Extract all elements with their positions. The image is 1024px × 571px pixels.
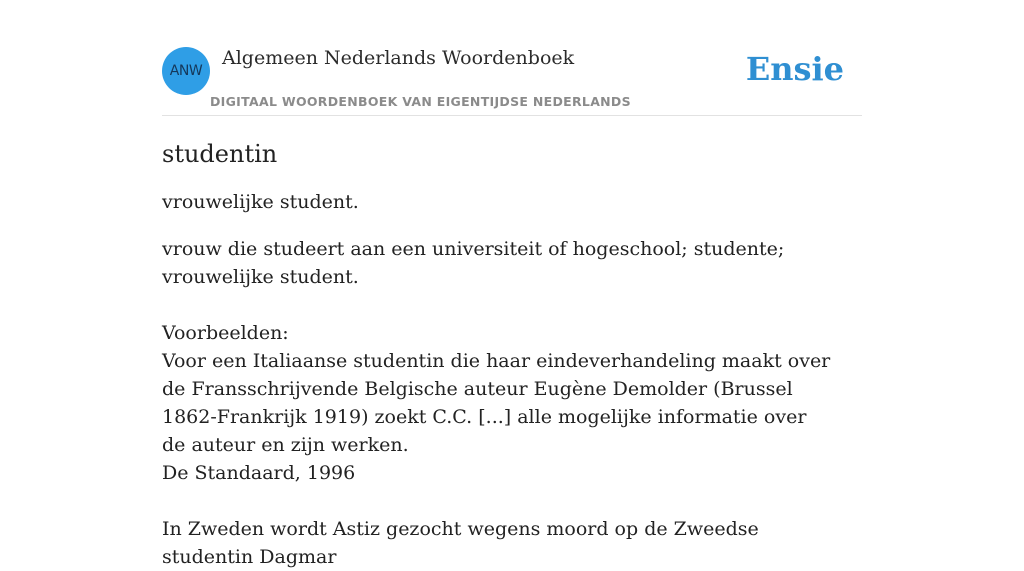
short-definition: vrouwelijke student. — [162, 191, 359, 213]
anw-logo[interactable] — [162, 47, 210, 95]
examples-label: Voorbeelden: — [162, 322, 289, 344]
ensie-brand-link[interactable]: Ensie — [745, 50, 844, 88]
site-title: Algemeen Nederlands Woordenboek — [222, 47, 575, 69]
example-text: Voor een Italiaanse studentin die haar eindeverhandeling maakt over de Fransschrijvende Belgische auteur Eugène Demolder (Brussel 1862-Frankrijk 1919) zoekt C.C. [...] alle mogelijke informatie over de auteur en zijn werken. — [162, 350, 831, 456]
example-text: In Zweden wordt Astiz gezocht wegens moord op de Zweedse studentin Dagmar — [162, 518, 759, 568]
entry-content — [162, 138, 862, 571]
site-header — [162, 0, 862, 116]
site-subtitle: DIGITAAL WOORDENBOEK VAN EIGENTIJDSE NEDERLANDS — [210, 94, 631, 109]
entry-word: studentin — [162, 140, 278, 168]
definition: vrouw die studeert aan een universiteit of hogeschool; studente; vrouwelijke student. — [162, 238, 785, 288]
logo-text: ANW — [169, 63, 203, 79]
example-source: De Standaard, 1996 — [162, 462, 356, 484]
